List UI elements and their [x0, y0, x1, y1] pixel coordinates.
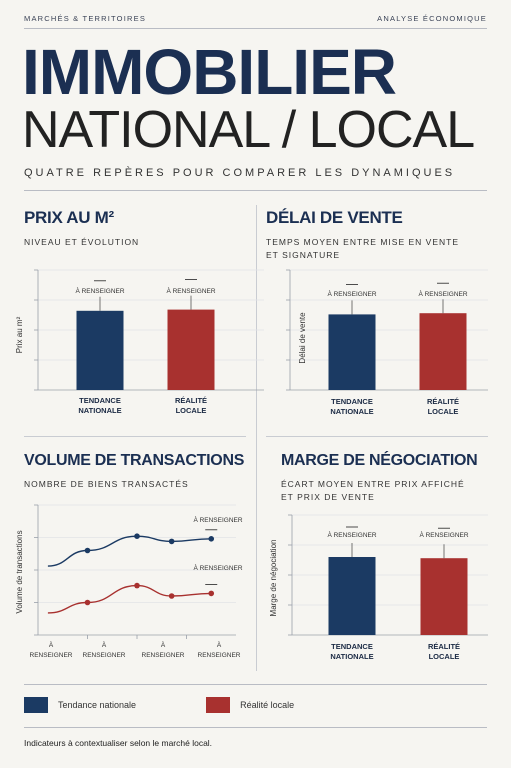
panel-subtitle-line2: ET PRIX DE VENTE	[281, 492, 375, 502]
x-tick-3b: RENSEIGNER	[141, 652, 185, 659]
category-national-2: NATIONALE	[330, 652, 374, 661]
panel-subtitle-line2: ET SIGNATURE	[266, 250, 341, 260]
y-axis-label: Prix au m²	[15, 316, 24, 354]
bar-national	[77, 311, 124, 390]
category-national-2: NATIONALE	[78, 406, 122, 415]
category-national-1: TENDANCE	[79, 396, 121, 405]
bar-local	[420, 313, 467, 390]
category-local-1: RÉALITÉ	[426, 397, 460, 406]
category-national-1: TENDANCE	[331, 642, 373, 651]
panel-delai	[266, 208, 488, 262]
category-local-1: RÉALITÉ	[174, 396, 208, 405]
category-local-2: LOCALE	[175, 406, 207, 415]
line-label-local: À RENSEIGNER	[193, 565, 243, 572]
legend-swatch-local	[206, 697, 230, 713]
bar-label-national: À RENSEIGNER	[327, 291, 377, 298]
x-tick-1a: À	[48, 642, 54, 649]
panel-marge	[281, 452, 503, 504]
bar-label-national: À RENSEIGNER	[327, 532, 377, 539]
data-point	[134, 583, 140, 589]
panel-title: DÉLAI DE VENTE	[266, 208, 403, 227]
data-point	[85, 600, 91, 606]
bar-national	[329, 557, 376, 635]
bar-label-national: À RENSEIGNER	[75, 288, 125, 295]
category-national-1: TENDANCE	[331, 397, 373, 406]
panel-title: MARGE DE NÉGOCIATION	[281, 452, 478, 469]
panel-volume	[24, 452, 254, 491]
data-point	[208, 536, 214, 542]
legend-label-national: Tendance nationale	[58, 700, 137, 710]
x-tick-1b: RENSEIGNER	[29, 652, 73, 659]
y-axis-label: Marge de négociation	[269, 539, 278, 617]
bar-label-local: À RENSEIGNER	[419, 532, 469, 539]
legend	[24, 697, 294, 713]
bar-label-local: À RENSEIGNER	[418, 291, 468, 298]
bar-label-local: À RENSEIGNER	[166, 288, 216, 295]
bar-local	[421, 558, 468, 635]
data-point	[85, 548, 91, 554]
panel-subtitle-line1: ÉCART MOYEN ENTRE PRIX AFFICHÉ	[281, 479, 465, 489]
main-title-line2: NATIONAL / LOCAL	[22, 101, 475, 159]
footer-rule	[24, 727, 487, 728]
category-national-2: NATIONALE	[330, 407, 374, 416]
data-point	[169, 539, 175, 545]
bar-national	[329, 314, 376, 390]
y-axis-label: Délai de vente	[298, 312, 307, 364]
x-tick-4a: À	[216, 642, 222, 649]
footer-note: Indicateurs à contextualiser selon le marché local.	[24, 738, 213, 748]
data-point	[169, 593, 175, 599]
panel-title: PRIX AU M²	[24, 208, 114, 227]
legend-swatch-national	[24, 697, 48, 713]
x-tick-4b: RENSEIGNER	[197, 652, 241, 659]
legend-rule	[24, 684, 487, 685]
data-point	[208, 591, 214, 597]
series-national-line	[48, 536, 211, 566]
main-title: IMMOBILIER	[22, 36, 396, 108]
section-label: MARCHÉS & TERRITOIRES	[24, 14, 147, 23]
line-label-national: À RENSEIGNER	[193, 517, 243, 524]
category-local-2: LOCALE	[428, 652, 460, 661]
panel-title: VOLUME DE TRANSACTIONS	[24, 452, 245, 469]
category-label: ANALYSE ÉCONOMIQUE	[377, 14, 487, 23]
legend-label-local: Réalité locale	[240, 700, 295, 710]
panel-subtitle: NOMBRE DE BIENS TRANSACTÉS	[24, 479, 189, 489]
y-axis-label: Volume de transactions	[15, 530, 24, 614]
x-tick-3a: À	[160, 642, 166, 649]
series-local-line	[48, 586, 211, 613]
x-tick-2a: À	[101, 642, 107, 649]
category-local-1: RÉALITÉ	[427, 642, 461, 651]
category-local-2: LOCALE	[427, 407, 459, 416]
data-point	[134, 533, 140, 539]
panel-subtitle-line1: TEMPS MOYEN ENTRE MISE EN VENTE	[266, 237, 459, 247]
x-tick-2b: RENSEIGNER	[82, 652, 126, 659]
main-subtitle: QUATRE REPÈRES POUR COMPARER LES DYNAMIQUES	[24, 167, 456, 179]
panel-subtitle: NIVEAU ET ÉVOLUTION	[24, 237, 140, 247]
bar-local	[168, 310, 215, 390]
